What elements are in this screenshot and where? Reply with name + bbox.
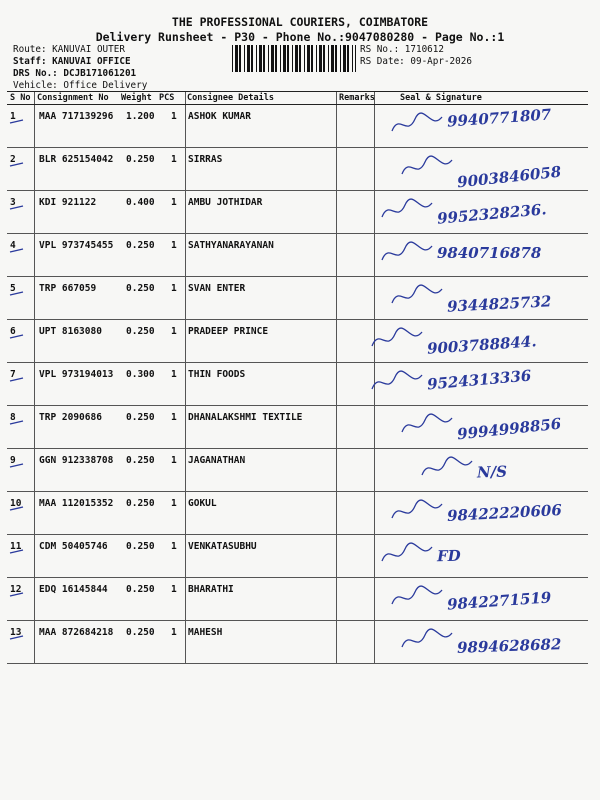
- tick-mark-icon: [9, 633, 25, 641]
- col-consignee: Consignee Details: [187, 93, 274, 103]
- row-pcs: 1: [171, 412, 177, 423]
- tick-mark-icon: [9, 332, 25, 340]
- row-pcs: 1: [171, 498, 177, 509]
- col-weight: Weight: [121, 93, 152, 103]
- table-row: [7, 148, 588, 191]
- meta-right: [360, 44, 472, 68]
- table-row: [7, 105, 588, 148]
- row-weight: 0.250: [126, 498, 155, 509]
- handwritten-signature: [367, 363, 597, 405]
- handwritten-signature: [367, 148, 597, 190]
- row-consignment: MAA 717139296: [39, 111, 114, 122]
- row-consignment: CDM 50405746: [39, 541, 108, 552]
- row-sno: 5: [10, 283, 16, 294]
- staff-label: Staff: KANUVAI OFFICE: [13, 56, 131, 67]
- tick-mark-icon: [9, 461, 25, 469]
- table-row: [7, 277, 588, 320]
- row-sno: 7: [10, 369, 16, 380]
- row-consignment: VPL 973745455: [39, 240, 114, 251]
- row-consignee: ASHOK KUMAR: [188, 111, 251, 122]
- row-weight: 0.250: [126, 240, 155, 251]
- row-sno: 6: [10, 326, 16, 337]
- row-consignee: SIRRAS: [188, 154, 223, 165]
- vehicle-label: Vehicle: Office Delivery: [13, 80, 148, 91]
- signature-phone-text: 98422220606: [446, 501, 563, 525]
- signature-phone-text: 9842271519: [446, 588, 552, 614]
- row-consignment: EDQ 16145844: [39, 584, 108, 595]
- drs-label: DRS No.: DCJB171061201: [13, 68, 137, 79]
- runsheet-table: [7, 91, 588, 664]
- handwritten-signature: [367, 320, 597, 362]
- handwritten-signature: [367, 535, 597, 577]
- row-weight: 0.250: [126, 627, 155, 638]
- row-consignment: KDI 921122: [39, 197, 97, 208]
- signature-phone-text: 9840716878: [437, 244, 542, 262]
- row-pcs: 1: [171, 326, 177, 337]
- row-weight: 0.250: [126, 541, 155, 552]
- handwritten-signature: [367, 105, 597, 147]
- tick-mark-icon: [9, 160, 25, 168]
- row-pcs: 1: [171, 240, 177, 251]
- row-sno: 9: [10, 455, 16, 466]
- row-sno: 10: [10, 498, 22, 509]
- signature-phone-text: 9994998856: [456, 414, 563, 444]
- tick-mark-icon: [9, 418, 25, 426]
- table-row: [7, 363, 588, 406]
- row-consignee: DHANALAKSHMI TEXTILE: [188, 412, 303, 423]
- handwritten-signature: [367, 449, 597, 491]
- row-consignee: BHARATHI: [188, 584, 234, 595]
- row-consignment: MAA 872684218: [39, 627, 114, 638]
- row-consignee: AMBU JOTHIDAR: [188, 197, 263, 208]
- col-seal: Seal & Signature: [400, 93, 482, 103]
- tick-mark-icon: [9, 289, 25, 297]
- signature-phone-text: 9952328236.: [436, 200, 548, 228]
- col-consignment: Consignment No: [37, 93, 109, 103]
- row-pcs: 1: [171, 584, 177, 595]
- row-weight: 1.200: [126, 111, 155, 122]
- row-consignee: SVAN ENTER: [188, 283, 246, 294]
- row-sno: 12: [10, 584, 22, 595]
- table-header: [7, 92, 588, 105]
- barcode-image: [232, 45, 356, 72]
- signature-phone-text: N/S: [476, 462, 508, 482]
- row-sno: 11: [10, 541, 22, 552]
- table-row: [7, 191, 588, 234]
- rs-no-label: RS No.: 1710612: [360, 44, 444, 55]
- handwritten-signature: [367, 406, 597, 448]
- row-sno: 1: [10, 111, 16, 122]
- tick-mark-icon: [9, 590, 25, 598]
- signature-phone-text: 9003788844.: [426, 332, 538, 358]
- row-weight: 0.250: [126, 283, 155, 294]
- row-consignment: GGN 912338708: [39, 455, 114, 466]
- handwritten-signature: [367, 277, 597, 319]
- tick-mark-icon: [9, 504, 25, 512]
- runsheet-title: THE PROFESSIONAL COURIERS, COIMBATORE: [171, 15, 429, 29]
- tick-mark-icon: [9, 246, 25, 254]
- route-label: Route: KANUVAI OUTER: [13, 44, 125, 55]
- signature-phone-text: 9344825732: [446, 292, 552, 316]
- col-sno: S No: [10, 93, 31, 103]
- row-weight: 0.250: [126, 154, 155, 165]
- row-consignee: THIN FOODS: [188, 369, 246, 380]
- row-consignee: PRADEEP PRINCE: [188, 326, 269, 337]
- table-row: [7, 406, 588, 449]
- row-consignment: BLR 625154042: [39, 154, 114, 165]
- row-sno: 4: [10, 240, 16, 251]
- handwritten-signature: [367, 234, 597, 276]
- signature-phone-text: 9894628682: [456, 635, 562, 657]
- row-weight: 0.300: [126, 369, 155, 380]
- row-consignment: VPL 973194013: [39, 369, 114, 380]
- row-weight: 0.250: [126, 326, 155, 337]
- table-row: [7, 320, 588, 363]
- signature-phone-text: 9003846058: [456, 162, 563, 192]
- table-row: [7, 449, 588, 492]
- row-consignment: UPT 8163080: [39, 326, 102, 337]
- row-consignment: TRP 667059: [39, 283, 97, 294]
- row-pcs: 1: [171, 455, 177, 466]
- row-weight: 0.250: [126, 412, 155, 423]
- row-pcs: 1: [171, 197, 177, 208]
- tick-mark-icon: [9, 375, 25, 383]
- rs-date-label: RS Date: 09-Apr-2026: [360, 56, 472, 67]
- row-pcs: 1: [171, 154, 177, 165]
- row-weight: 0.250: [126, 584, 155, 595]
- row-weight: 0.250: [126, 455, 155, 466]
- row-consignee: GOKUL: [188, 498, 217, 509]
- row-sno: 2: [10, 154, 16, 165]
- signature-phone-text: 9940771807: [446, 105, 552, 131]
- col-remarks: Remarks: [339, 93, 375, 103]
- runsheet-subtitle: Delivery Runsheet - P30 - Phone No.:9047080280 - Page No.:1: [95, 30, 505, 44]
- table-row: [7, 492, 588, 535]
- handwritten-signature: [367, 492, 597, 534]
- row-weight: 0.400: [126, 197, 155, 208]
- row-sno: 13: [10, 627, 22, 638]
- row-consignment: MAA 112015352: [39, 498, 114, 509]
- row-pcs: 1: [171, 111, 177, 122]
- row-pcs: 1: [171, 627, 177, 638]
- row-pcs: 1: [171, 283, 177, 294]
- row-consignee: SATHYANARAYANAN: [188, 240, 274, 251]
- row-consignee: JAGANATHAN: [188, 455, 246, 466]
- row-pcs: 1: [171, 541, 177, 552]
- meta-left: [13, 44, 147, 92]
- signature-phone-text: 9524313336: [426, 366, 532, 394]
- handwritten-signature: [367, 621, 597, 663]
- row-pcs: 1: [171, 369, 177, 380]
- row-sno: 3: [10, 197, 16, 208]
- table-body: [7, 105, 588, 664]
- handwritten-signature: [367, 191, 597, 233]
- signature-phone-text: FD: [436, 546, 461, 566]
- table-row: [7, 234, 588, 277]
- col-pcs: PCS: [159, 93, 175, 103]
- tick-mark-icon: [9, 547, 25, 555]
- row-consignee: MAHESH: [188, 627, 223, 638]
- row-sno: 8: [10, 412, 16, 423]
- row-consignment: TRP 2090686: [39, 412, 102, 423]
- tick-mark-icon: [9, 203, 25, 211]
- table-row: [7, 621, 588, 664]
- tick-mark-icon: [9, 117, 25, 125]
- row-consignee: VENKATASUBHU: [188, 541, 257, 552]
- table-row: [7, 535, 588, 578]
- table-row: [7, 578, 588, 621]
- handwritten-signature: [367, 578, 597, 620]
